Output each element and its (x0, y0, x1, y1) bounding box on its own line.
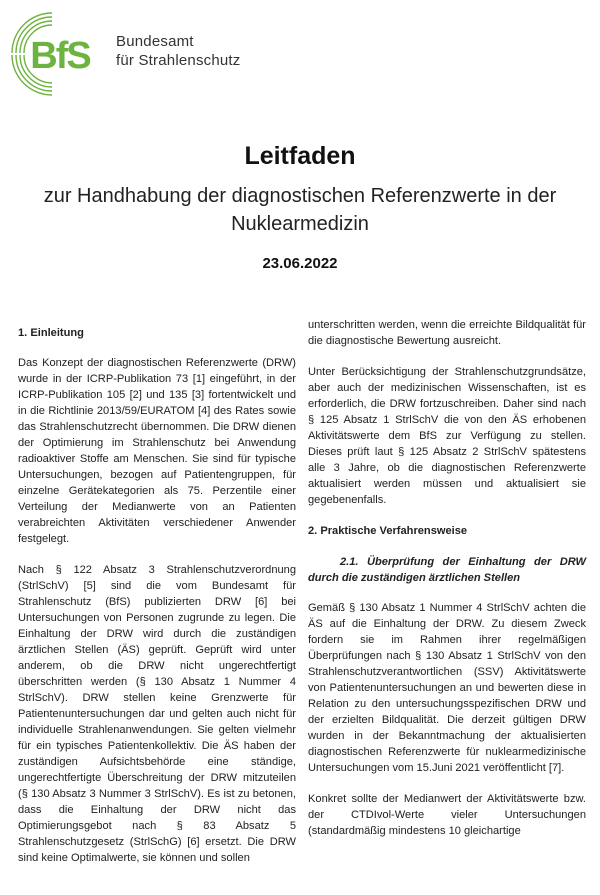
left-column (18, 315, 296, 881)
org-line-1: Bundesamt (116, 33, 194, 50)
organization-name (116, 32, 241, 70)
right-column (308, 317, 586, 854)
bfs-logo-mark (8, 8, 108, 98)
paragraph: Das Konzept der diagnostischen Referenzwerte (DRW) wurde in der ICRP-Publikation 73 [1] eingeführt, in der ICRP-Publikation 105 [2] und 135 [3] fortentwickelt und in die Richtlinie 2013/59/EURATOM [4] des Rates sowie das Strahlenschutzrecht übernommen. Die DRW dienen der Optimierung im Strahlenschutz bei Anwendung radioaktiver Stoffe am Menschen. Sie sind für typische Untersuchungen, bezogen auf Patientengruppen, für einzelne Gerätekategorien als 75. Perzentile einer Verteilung der Medianwerte von an Patienten verabreichten Aktivitäten verschiedener Anwender festgelegt. (18, 357, 296, 545)
document-date: 23.06.2022 (262, 255, 338, 272)
document-subtitle (0, 182, 600, 238)
section-heading-introduction: 1. Einleitung (18, 327, 84, 339)
paragraph: Gemäß § 130 Absatz 1 Nummer 4 StrlSchV achten die ÄS auf die Einhaltung der DRW. Zu diesem Zweck fordern sie im Rahmen ihrer regelmäßigen Überprüfungen nach § 130 Absatz 1 StrlSchV von den Strahlenschutzverantwortlichen (SSV) Aktivitätswerte von Patientenuntersuchungen an und bewerten diese in Relation zu den untersuchungsspezifischen DRW und der erzielten Bildqualität. Die derzeit gültigen DRW wurden in der Bekanntmachung der aktualisierten diagnostischen Referenzwerte für nuklearmedizinische Untersuchungen vom 15.Juni 2021 veröffentlicht [7]. (308, 602, 586, 774)
bfs-logo (8, 8, 241, 98)
svg-text:BfS: BfS (30, 35, 90, 77)
org-line-2: für Strahlenschutz (116, 52, 241, 69)
paragraph: unterschritten werden, wenn die erreichte Bildqualität für die diagnostische Bewertung ausreicht. (308, 319, 586, 347)
subsection-heading: 2.1. Überprüfung der Einhaltung der DRW durch die zuständigen ärztlichen Stellen (308, 556, 586, 584)
paragraph: Nach § 122 Absatz 3 Strahlenschutzverordnung (StrlSchV) [5] sind die vom Bundesamt für Strahlenschutz (BfS) publizierten DRW [6] bei Untersuchungen von Personen zugrunde zu legen. Die Einhaltung der DRW wird durch die zuständigen ärztlichen Stellen (ÄS) geprüft. Geprüft wird unter anderem, ob die DRW nicht ungerechtfertigt überschritten werden (§ 130 Absatz 1 Nummer 4 StrlSchV). DRW stellen keine Grenzwerte für Patientenuntersuchungen dar und gelten auch nicht für individuelle Strahlenanwendungen. Sie gelten vielmehr für ein typisches Patientenkollektiv. Die ÄS haben der zuständigen Aufsichtsbehörde eine ständige, ungerechtfertigte Überschreitung der DRW mitzuteilen (§ 130 Absatz 3 Nummer 3 StrlSchV). Es ist zu betonen, dass die Einhaltung der DRW nicht das Optimierungsgebot nach § 83 Absatz 5 Strahlenschutzgesetz (StrlSchG) [6] ersetzt. Die DRW sind keine Optimalwerte, sie können und sollen (18, 564, 296, 864)
paragraph: Unter Berücksichtigung der Strahlenschutzgrundsätze, aber auch der medizinischen Wissenschaften, ist es erforderlich, die DRW fortzuschreiben. Daher sind nach § 125 Absatz 1 StrlSchV die von den ÄS erhobenen Aktivitätswerte dem BfS zur Verfügung zu stellen. Dieses prüft laut § 125 Absatz 2 StrlSchV spätestens alle 3 Jahre, ob die diagnostischen Referenzwerte aktualisiert werden müssen und aktualisiert sie gegebenenfalls. (308, 366, 586, 506)
document-subtitle-text: zur Handhabung der diagnostischen Referenzwerte in der Nuklearmedizin (43, 185, 557, 235)
document-title: Leitfaden (244, 142, 356, 170)
section-heading-procedure: 2. Praktische Verfahrensweise (308, 525, 468, 537)
paragraph: Konkret sollte der Medianwert der Aktivitätswerte bzw. der CTDIvol-Werte vieler Untersuchungen (standardmäßig mindestens 10 gleichartige (308, 793, 586, 837)
